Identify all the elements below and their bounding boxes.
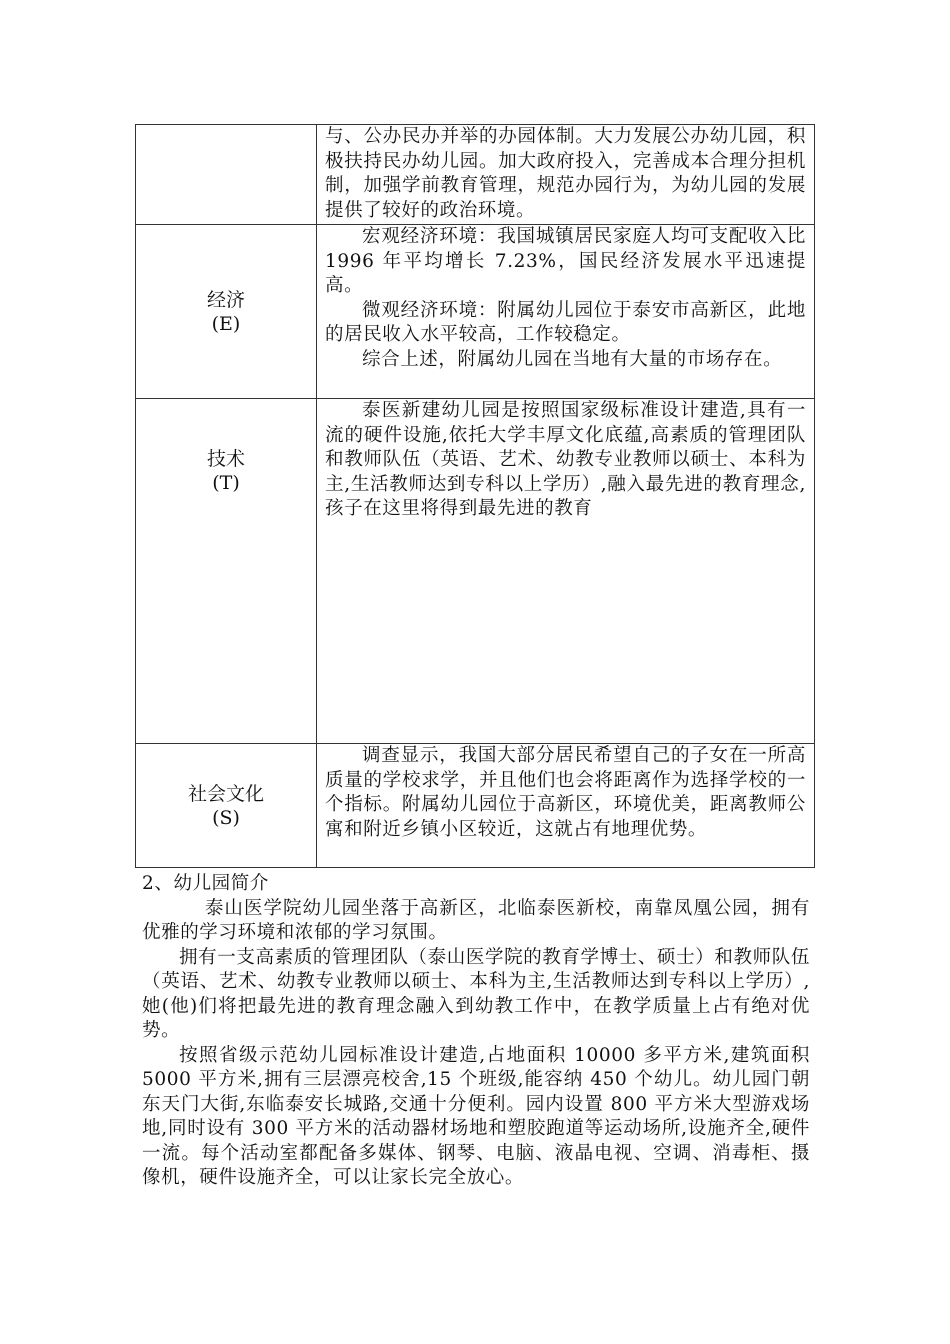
body-paragraph: 按照省级示范幼儿园标准设计建造,占地面积 10000 多平方米,建筑面积 5000 平方米,拥有三层漂亮校舍,15 个班级,能容纳 450 个幼儿。幼儿园门朝东天门大街,东临泰安长城路,交通十分便利。园内设置 800 平方米大型游戏场地,同时设有 300 平方米的活动器材场地和塑胶跑道等运动场所,设施齐全,硬件一流。每个活动室都配备多媒体、钢琴、电脑、液晶电视、空调、消毒柜、摄像机，硬件设施齐全，可以让家长完全放心。 xyxy=(142,1044,810,1188)
row-text-cell xyxy=(317,744,815,868)
row-text-cell xyxy=(317,225,815,399)
pest-analysis-table xyxy=(135,124,815,868)
table-row-technology xyxy=(136,399,815,744)
row-code: (S) xyxy=(212,806,240,829)
section-heading: 2、幼儿园简介 xyxy=(142,873,269,894)
row-label: 技术 xyxy=(206,448,245,470)
row-label-cell xyxy=(136,225,317,399)
cell-paragraph: 与、公办民办并举的办园体制。大力发展公办幼儿园，积极扶持民办幼儿园。加大政府投入，完善成本合理分担机制，加强学前教育管理，规范办园行为，为幼儿园的发展提供了较好的政治环境。 xyxy=(325,126,806,221)
cell-paragraph: 微观经济环境：附属幼儿园位于泰安市高新区，此地的居民收入水平较高，工作较稳定。 xyxy=(325,299,806,345)
cell-paragraph: 宏观经济环境：我国城镇居民家庭人均可支配收入比 1996 年平均增长 7.23%，国民经济发展水平迅速提高。 xyxy=(325,226,806,296)
cell-paragraph: 泰医新建幼儿园是按照国家级标准设计建造,具有一流的硬件设施,依托大学丰厚文化底蕴,高素质的管理团队和教师队伍（英语、艺术、幼教专业教师以硕士、本科为主,生活教师达到专科以上学历）,融入最先进的教育理念,孩子在这里将得到最先进的教育 xyxy=(325,400,806,519)
kindergarten-intro-section xyxy=(142,872,810,1191)
row-code: (E) xyxy=(211,312,241,335)
table-row-economic xyxy=(136,225,815,399)
row-text-cell xyxy=(317,399,815,744)
row-label: 经济 xyxy=(206,288,245,311)
cell-paragraph: 调查显示，我国大部分居民希望自己的子女在一所高质量的学校求学，并且他们也会将距离作为选择学校的一个指标。附属幼儿园位于高新区，环境优美，距离教师公寓和附近乡镇小区较近，这就占有地理优势。 xyxy=(325,745,806,840)
table-row-political xyxy=(136,125,815,225)
body-paragraph: 拥有一支高素质的管理团队（泰山医学院的教育学博士、硕士）和教师队伍（英语、艺术、幼教专业教师以硕士、本科为主,生活教师达到专科以上学历）,她(他)们将把最先进的教育理念融入到幼教工作中，在教学质量上占有绝对优势。 xyxy=(142,946,810,1041)
row-label: 社会文化 xyxy=(187,782,264,805)
cell-paragraph: 综合上述，附属幼儿园在当地有大量的市场存在。 xyxy=(362,348,783,370)
row-label-cell xyxy=(136,125,317,225)
row-code: (T) xyxy=(212,472,240,494)
table-row-social xyxy=(136,744,815,868)
row-text-cell xyxy=(317,125,815,225)
body-paragraph: 泰山医学院幼儿园坐落于高新区，北临泰医新校，南靠凤凰公园，拥有优雅的学习环境和浓郁的学习氛围。 xyxy=(142,897,810,943)
row-label-cell xyxy=(136,399,317,744)
row-label-cell xyxy=(136,744,317,868)
